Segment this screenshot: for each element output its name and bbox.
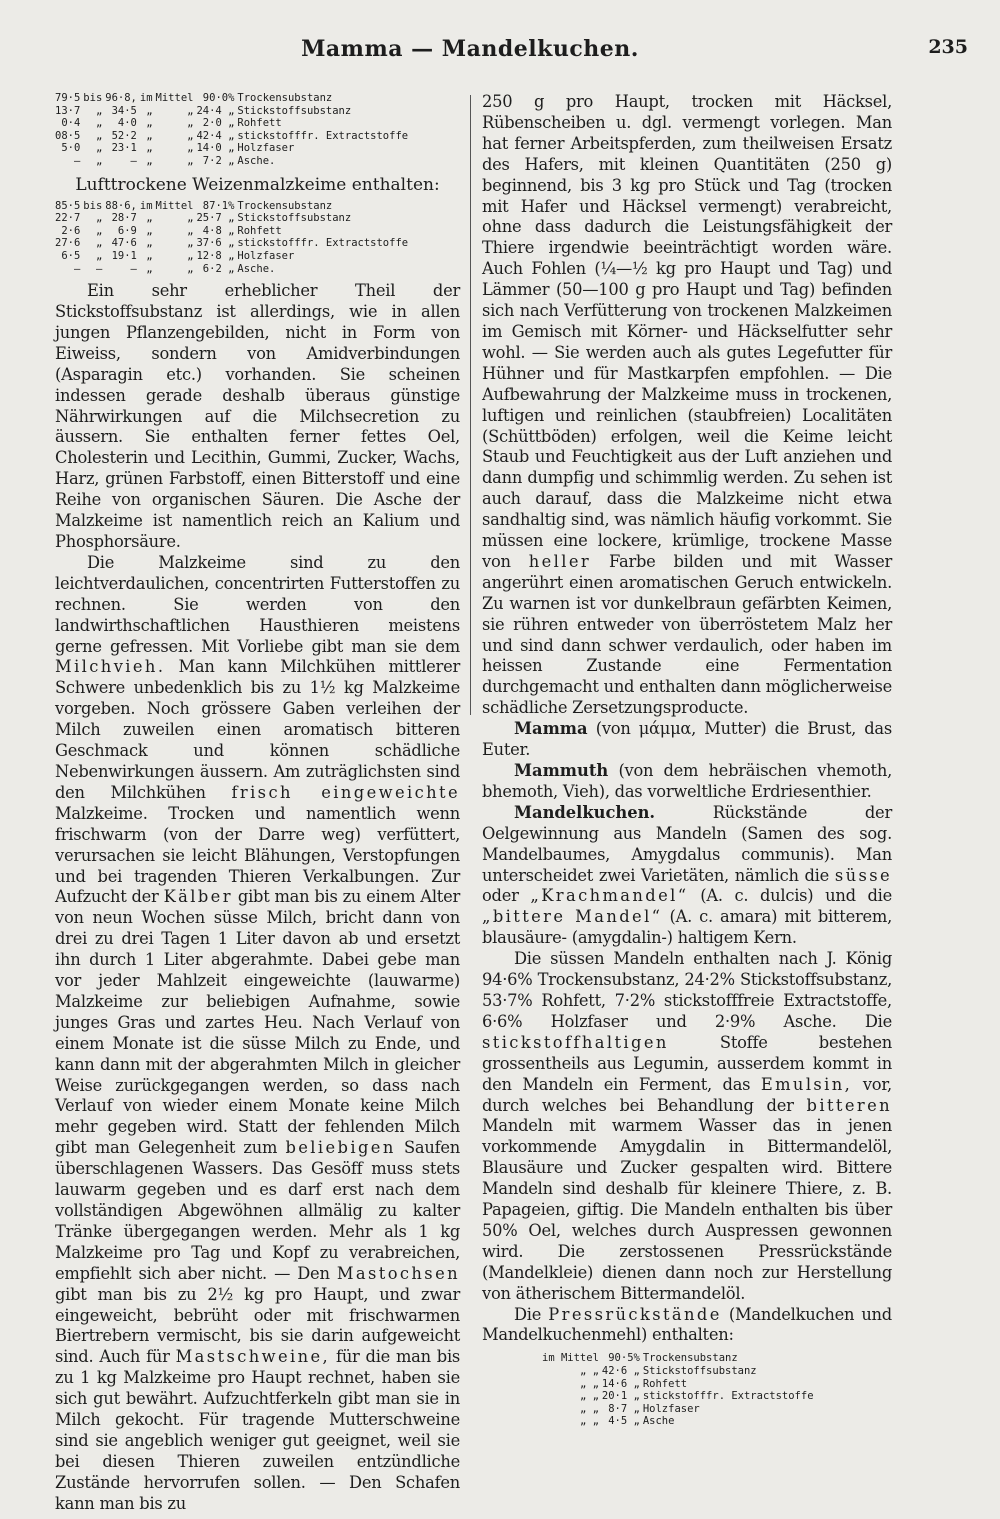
table-row: [542, 1403, 817, 1416]
table-cell: „: [187, 104, 194, 117]
composition-table-2: [55, 200, 411, 276]
running-header: [0, 36, 1000, 70]
table-cell: 4·5 „: [608, 1415, 640, 1428]
table-row: [542, 1365, 817, 1378]
table-cell: 4·8 „: [202, 224, 235, 237]
table-row: [542, 1415, 817, 1428]
table-cell: „: [146, 129, 153, 142]
table-cell: 0·4: [61, 117, 81, 130]
table-cell: „: [146, 237, 153, 250]
table-cell: Holzfaser: [642, 1402, 700, 1415]
table-cell: Holzfaser: [237, 142, 295, 155]
table-cell: Trockensubstanz: [237, 199, 333, 212]
table-cell: „: [187, 262, 194, 275]
table-cell: 88·6,: [105, 199, 137, 212]
emphasis-frisch: frisch eingeweichte: [231, 782, 460, 802]
table-row: [55, 105, 411, 118]
table-row: [55, 225, 411, 238]
table-cell: „: [146, 117, 153, 130]
paragraph-fuetterung: 250 g pro Haupt, trocken mit Häcksel, Rübenscheiben u. dgl. vermengt vorlegen. Man hat ferner Arbeitspferden, zum theilweisen Ersatz des Hafers, mit kleinen Quantitäten (250 g) beginnend, bis 3 kg pro Stück und Tag (trocken mit Hafer und Häcksel vermengt) verabreicht, ohne dass dadurch die Leistungsfähigkeit der Thiere irgendwie beeinträchtigt worden wäre. Auch Fohlen (¼—½ kg pro Haupt und Tag) und Lämmer (50—100 g pro Haupt und Tag) befinden sich nach Verfütterung von trockenen Malzkeimen im Gemisch mit Körner- und Häckselfutter sehr wohl. — Sie werden auch als gutes Legefutter für Hühner und für Mastkarpfen empfohlen. — Die Aufbewahrung der Malzkeime muss in trockenen, luftigen und reinlichen (staubfreien) Localitäten (Schüttböden) erfolgen, weil die Keime leicht Staub und Feuchtigkeit aus der Luft anziehen und dann dumpfig und schimmlig werden. Zu sehen ist auch darauf, dass die Malzkeime nicht etwa sandhaltig sind, was nämlich häufig vorkommt. Sie müssen eine lockere, krümlige, trockene Masse von heller Farbe bilden und mit Wasser angerührt einen aromatischen Geruch entwickeln. Zu warnen ist vor dunkelbraun gefärbten Keimen, sie rühren entweder von überröstetem Malz her und sind dann schwer verdaulich, oder haben im heissen Zustande eine Fermentation durchgemacht und enthalten dann möglicherweise schädliche Zersetzungsproducte.: [482, 92, 893, 718]
table-cell: „: [146, 224, 153, 237]
table-row: [542, 1390, 817, 1403]
page-number: 235: [928, 36, 968, 58]
table-cell: bis: [83, 92, 103, 104]
composition-table-1: [55, 92, 411, 168]
table-cell: bis: [83, 199, 103, 212]
table-cell: „: [95, 212, 103, 225]
emphasis-milchvieh: Milchvieh.: [55, 657, 166, 677]
table-row: [55, 263, 411, 276]
table-cell: 8·7 „: [608, 1402, 640, 1415]
table-cell: „: [187, 129, 194, 142]
table-cell: „: [95, 104, 103, 117]
table-cell: Rohfett: [237, 117, 282, 130]
page-title: Mamma — Mandelkuchen.: [301, 36, 639, 62]
table-cell: 2·6: [61, 224, 81, 237]
table-cell: „: [146, 212, 153, 225]
entry-head-mammuth: Mammuth: [514, 761, 609, 780]
table-cell: im: [139, 199, 153, 212]
entry-head-mandelkuchen: Mandelkuchen.: [514, 802, 656, 822]
table-cell: 37·6 „: [196, 237, 235, 250]
column-divider: [470, 95, 471, 715]
table-cell: „: [187, 117, 194, 130]
emphasis-beliebigen: beliebigen: [285, 1138, 396, 1158]
emphasis-kaelber: Kälber: [163, 887, 233, 907]
table-cell: 22·7: [55, 212, 81, 225]
table-cell: „: [95, 117, 103, 130]
table-row: [55, 237, 411, 250]
table-row: [55, 250, 411, 263]
table-cell: „: [187, 142, 194, 155]
table-cell: Stickstoffsubstanz: [642, 1364, 757, 1377]
table-cell: 6·2 „: [202, 262, 235, 275]
table-cell: Holzfaser: [237, 249, 295, 262]
table-cell: —: [73, 262, 81, 275]
paragraph-stickstoff: Ein sehr erheblicher Theil der Stickstoffsubstanz ist allerdings, wie in allen jungen Pflanzengebilden, nicht in Form von Eiweiss, sondern von Amidverbindungen (Asparagin etc.) vorhanden. Sie scheinen indessen gerade deshalb überaus günstige Nährwirkungen auf die Milchsecretion zu äussern. Sie enthalten ferner fettes Oel, Cholesterin und Lecithin, Gummi, Zucker, Wachs, Harz, grünen Farbstoff, einen Bitterstoff und eine Reihe von organischen Säuren. Die Asche der Malzkeime ist namentlich reich an Kalium und Phosphorsäure.: [55, 281, 460, 551]
table-cell: Stickstoffsubstanz: [237, 212, 352, 225]
table-cell: 85·5: [55, 199, 81, 212]
table-row: [55, 200, 411, 213]
table-cell: „: [95, 249, 103, 262]
table-cell: 42·4 „: [196, 129, 235, 142]
table-row: [542, 1352, 817, 1365]
table-cell: Stickstoffsubstanz: [237, 104, 352, 117]
table-cell: Mittel: [155, 92, 194, 104]
table-cell: Trockensubstanz: [642, 1352, 738, 1365]
table-cell: „ „: [579, 1377, 599, 1390]
right-column: [482, 92, 892, 1428]
table-cell: stickstofffr. Extractstoffe: [237, 237, 409, 250]
emphasis-mastschweine: Mastschweine,: [175, 1347, 331, 1367]
table-cell: „: [187, 212, 194, 225]
table-cell: 2·0 „: [202, 117, 235, 130]
table-cell: 47·6: [111, 237, 137, 250]
table-cell: Rohfett: [237, 224, 282, 237]
table-cell: „: [146, 249, 153, 262]
table-row: [55, 117, 411, 130]
table-cell: —: [130, 262, 137, 275]
table-cell: „: [146, 154, 153, 167]
paragraph-malzkeime: Die Malzkeime sind zu den leichtverdaulichen, concentrirten Futterstoffen zu rechnen. Sie werden von den landwirthschaftlichen Hausthieren meistens gerne gefressen. Mit Vorliebe gibt man sie dem Milchvieh. Man kann Milchkühen mittlerer Schwere unbedenklich bis zu 1½ kg Malzkeime vorgeben. Noch grössere Gaben verleihen der Milch zuweilen einen aromatisch bitteren Geschmack und können schädliche Nebenwirkungen äussern. Am zuträglichsten sind den Milchkühen frisch eingeweichte Malzkeime. Trocken und namentlich wenn frischwarm (von der Darre weg) verfüttert, verursachen sie leicht Blähungen, Verstopfungen und bei tragenden Thieren Verkalbungen. Zur Aufzucht der Kälber gibt man bis zu einem Alter von neun Wochen süsse Milch, bricht dann von drei zu drei Tagen 1 Liter davon ab und ersetzt ihn durch 1 Liter abgerahmte. Dabei gebe man vor jeder Mahlzeit eingeweichte (lauwarme) Malzkeime zur beliebigen Aufnahme, sowie junges Gras und zartes Heu. Nach Verlauf von einem Monate ist die süsse Milch zu Ende, und kann dann mit der abgerahmten Milch in gleicher Weise zurückgegangen werden, so dass nach Verlauf von wieder einem Monate keine Milch mehr gegeben wird. Statt der fehlenden Milch gibt man Gelegenheit zum beliebigen Saufen überschlagenen Wassers. Das Gesöff muss stets lauwarm gegeben und es darf erst nach dem vollständigen Abgewöhnen allmälig zu kalter Tränke übergegangen werden. Mehr als 1 kg Malzkeime pro Tag und Kopf zu verabreichen, empfiehlt sich aber nicht. — Den Mastochsen gibt man bis zu 2½ kg pro Haupt, und zwar eingeweicht, bebrüht oder mit frischwarmen Biertrebern vermischt, bis sie darin aufgeweicht sind. Auch für Mastschweine, für die man bis zu 1 kg Malzkeime pro Haupt rechnet, haben sie sich gut bewährt. Aufzuchtferkeln gibt man sie in Milch gekocht. Für tragende Mutterschweine sind sie angeblich weniger gut geeignet, weil sie bei diesen Thieren zuweilen entzündliche Zustände hervorrufen sollen. — Den Schafen kann man bis zu: [55, 552, 461, 1513]
table-cell: 14·0 „: [196, 142, 235, 155]
table-cell: 5·0: [61, 142, 81, 155]
entry-head-mamma: Mamma: [514, 719, 588, 739]
paragraph-suesse-mandeln: Die süssen Mandeln enthalten nach J. König 94·6% Trockensubstanz, 24·2% Stickstoffsubstanz, 53·7% Rohfett, 7·2% stickstofffreie Extractstoffe, 6·6% Holzfaser und 2·9% Asche. Die stickstoffhaltigen Stoffe bestehen grossentheils aus Legumin, ausserdem kommt in den Mandeln ein Ferment, das Emulsin, vor, durch welches bei Behandlung der bitteren Mandeln mit warmem Wasser das in jenen vorkommende Amygdalin in Bittermandelöl, Blausäure und Zucker gespalten wird. Bittere Mandeln sind deshalb für kleinere Thiere, z. B. Papageien, giftig. Die Mandeln enthalten bis über 50% Oel, welches durch Auspressen gewonnen wird. Die zerstossenen Pressrückstände (Mandelkleie) dienen dann noch zur Herstellung von ätherischem Bittermandelöl.: [482, 949, 892, 1303]
table-cell: 7·2 „: [202, 154, 235, 167]
table-cell: Asche: [642, 1415, 675, 1428]
table-cell: „: [146, 104, 153, 117]
table-cell: „: [146, 262, 153, 275]
table-cell: „: [146, 142, 153, 155]
emphasis-heller: heller: [528, 551, 592, 571]
table-cell: —: [130, 154, 137, 167]
left-column: [55, 92, 460, 1515]
table-cell: Asche.: [237, 154, 276, 167]
table-cell: „: [95, 237, 103, 250]
entry-mamma: Mamma (von μάμμα, Mutter) die Brust, das Euter.: [482, 719, 892, 760]
table-cell: 6·5: [61, 249, 81, 262]
table-cell: „ „: [579, 1402, 599, 1415]
table-row: [542, 1378, 817, 1391]
entry-mammuth: Mammuth (von dem hebräischen vhemoth, bhemoth, Vieh), das vorweltliche Erdriesenthier.: [482, 761, 892, 801]
table-cell: Trockensubstanz: [237, 92, 333, 104]
table-cell: 19·1: [111, 249, 137, 262]
table-cell: 79·5: [55, 92, 81, 104]
table-cell: „: [95, 142, 103, 155]
table-cell: 90·5%: [608, 1352, 640, 1365]
table-cell: „: [187, 154, 194, 167]
table-row: [55, 142, 411, 155]
table-cell: 27·6: [55, 237, 81, 250]
table-cell: „: [187, 224, 194, 237]
composition-table-3: [542, 1352, 817, 1428]
table-cell: 12·8 „: [196, 249, 235, 262]
table-cell: 42·6 „: [601, 1364, 640, 1377]
table-cell: im Mittel: [542, 1352, 599, 1365]
table-cell: 20·1 „: [601, 1390, 640, 1403]
table-cell: 28·7: [111, 212, 137, 225]
table-cell: 14·6 „: [601, 1377, 640, 1390]
table-cell: 23·1: [111, 142, 137, 155]
table-cell: 52·2: [111, 129, 137, 142]
table-cell: „: [187, 237, 194, 250]
entry-mandelkuchen: Mandelkuchen. Rückstände der Oelgewinnung aus Mandeln (Samen des sog. Mandelbaumes, Amygdalus communis). Man unterscheidet zwei Varietäten, nämlich die süsse oder „Krachmandel“ (A. c. dulcis) und die „bittere Mandel“ (A. c. amara) mit bitterem, blausäure- (amygdalin-) haltigem Kern.: [482, 802, 892, 948]
table-cell: 90·0%: [202, 92, 235, 104]
table-cell: „: [95, 154, 103, 167]
table-cell: „ „: [579, 1390, 599, 1403]
table-cell: 4·0: [117, 117, 137, 130]
table-cell: Rohfett: [642, 1377, 688, 1390]
table-cell: 96·8,: [105, 92, 137, 104]
table-cell: 34·5: [111, 104, 137, 117]
table-cell: —: [95, 262, 103, 275]
table-cell: 24·4 „: [196, 104, 235, 117]
table-cell: stickstofffr. Extractstoffe: [237, 129, 409, 142]
table-cell: „ „: [579, 1364, 599, 1377]
section-subheading: Lufttrockene Weizenmalzkeime enthalten:: [75, 174, 440, 195]
table-cell: stickstofffr. Extractstoffe: [642, 1390, 814, 1403]
table-cell: 87·1%: [202, 199, 235, 212]
table-cell: 08·5: [55, 129, 81, 142]
table-cell: „: [187, 249, 194, 262]
table-cell: 13·7: [55, 104, 81, 117]
table-cell: „: [95, 129, 103, 142]
table-row: [55, 92, 411, 105]
table-cell: 6·9: [117, 224, 137, 237]
table-cell: „ „: [579, 1415, 599, 1428]
table-cell: 25·7 „: [196, 212, 235, 225]
paragraph-pressrueckstaende: Die Pressrückstände (Mandelkuchen und Mandelkuchenmehl) enthalten:: [482, 1304, 892, 1345]
table-cell: Asche.: [237, 262, 276, 275]
table-row: [55, 212, 411, 225]
table-row: [55, 130, 411, 143]
table-cell: „: [95, 224, 103, 237]
table-cell: Mittel: [155, 199, 194, 212]
table-row: [55, 155, 411, 168]
table-cell: im: [139, 92, 153, 104]
table-cell: —: [73, 154, 81, 167]
emphasis-mastochsen: Mastochsen: [336, 1263, 460, 1283]
